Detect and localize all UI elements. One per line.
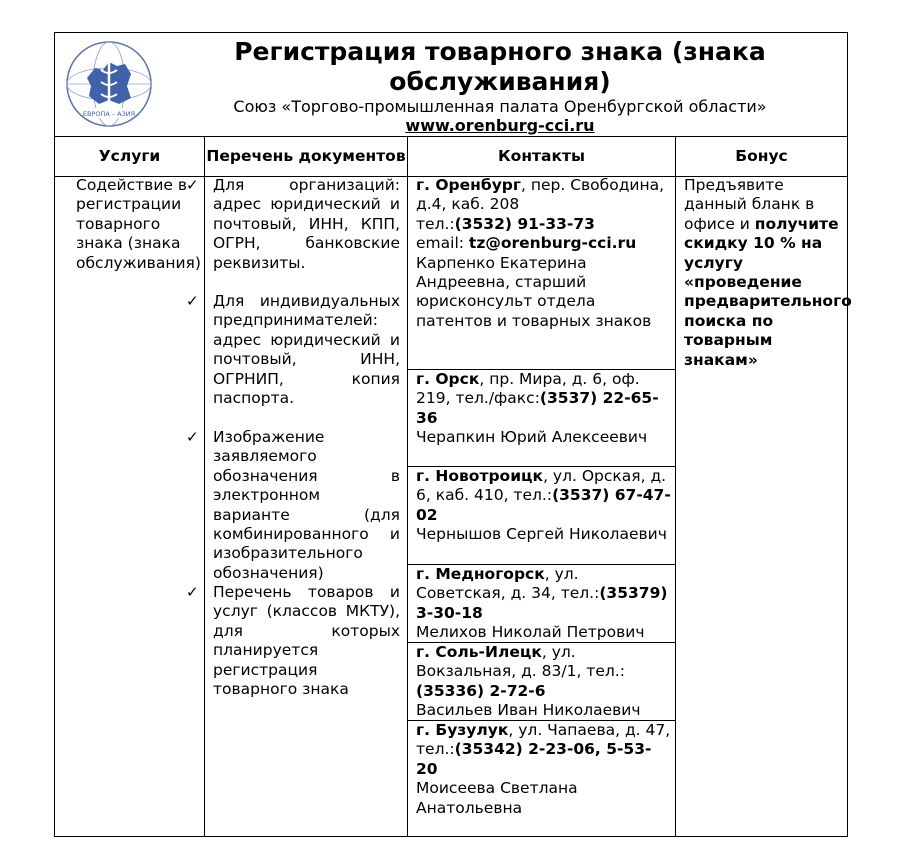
contact-city: г. Оренбург	[416, 176, 521, 194]
contact-phone[interactable]: (3532) 91-33-73	[454, 214, 595, 233]
contact-person: Черапкин Юрий Алексеевич	[416, 428, 648, 447]
column-divider	[675, 136, 676, 837]
contact-person: Чернышов Сергей Николаевич	[416, 525, 667, 544]
service-description: Содействие в регистрации товарного знака (знака обслуживания)	[76, 176, 201, 272]
contact-address: , ул. Вокзальная, д. 83/1, тел.:	[416, 643, 625, 681]
bonus-offer	[684, 176, 852, 370]
logo-lettering: ЕВРОПА – АЗИЯ	[82, 110, 136, 118]
contact-person: Карпенко Екатерина Андреевна, старший юрисконсульт отдела патентов и товарных знаков	[416, 253, 652, 330]
contact-city: г. Новотроицк	[416, 467, 544, 485]
contact-phone[interactable]: (35379) 3-30-18	[416, 584, 668, 622]
registration-form	[54, 32, 852, 837]
page-title: Регистрация товарного знака (знака обслуживания)	[234, 37, 766, 96]
check-icon: ✓	[186, 176, 199, 194]
contact-email[interactable]: tz@orenburg-cci.ru	[468, 234, 637, 253]
contact-orenburg: г. Оренбург, пер. Свободина, д.4, каб. 208 тел.:(3532) 91-33-73 email: tz@orenburg-cci.ru Карпенко Екатерина Андреевна, старший юрисконсульт отдела патентов и товарных знаков	[416, 176, 665, 330]
contact-city: г. Медногорск	[416, 565, 545, 583]
contact-phone[interactable]: (3537) 67-47-02	[416, 486, 671, 524]
contact-person: Мелихов Николай Петрович	[416, 623, 645, 642]
bonus-intro: Предъявите данный бланк в офисе и	[684, 176, 815, 233]
contact-address: , пр. Мира, д. 6, оф. 219, тел./факс:	[416, 370, 640, 408]
contact-novotroitsk	[416, 467, 671, 545]
contact-orsk	[416, 370, 671, 448]
check-icon: ✓	[186, 428, 199, 446]
contact-city: г. Соль-Илецк	[416, 643, 542, 661]
check-icon: ✓	[186, 583, 199, 601]
contact-person: Моисеева Светлана Анатольевна	[416, 779, 578, 817]
contact-city: г. Орск	[416, 370, 480, 388]
doc-trademark-image: Изображение заявляемого обозначения в электронном варианте (для комбинированного и изобразительного обозначения)	[213, 428, 400, 582]
check-icon: ✓	[186, 292, 199, 310]
contact-address: , ул. Советская, д. 34, тел.:	[416, 565, 600, 603]
column-divider	[204, 136, 205, 837]
contact-buzuluk	[416, 721, 671, 818]
column-divider	[407, 136, 408, 837]
contact-sol-iletsk	[416, 643, 671, 721]
column-header-contacts: Контакты	[498, 146, 585, 165]
contact-mednogorsk	[416, 565, 671, 643]
column-header-services: Услуги	[98, 146, 161, 165]
contact-phone[interactable]: (3537) 22-65-36	[416, 389, 659, 427]
column-header-bonus: Бонус	[735, 146, 788, 165]
contact-phone[interactable]: (35342) 2-23-06, 5-53-20	[416, 740, 652, 778]
contact-city: г. Бузулук	[416, 721, 509, 739]
document-header	[55, 33, 847, 137]
contact-address: , пер. Свободина, д.4, каб. 208	[416, 176, 665, 214]
chamber-logo	[65, 40, 153, 128]
contact-address: , ул. Чапаева, д. 47, тел.:	[416, 721, 671, 759]
contact-address: , ул. Орская, д. 6, каб. 410, тел.:	[416, 467, 667, 505]
contact-person: Васильев Иван Николаевич	[416, 701, 641, 720]
bonus-discount: получите скидку 10 % на услугу «проведение предварительного поиска по товарным знакам»	[684, 214, 852, 369]
organization-name: Союз «Торгово-промышленная палата Оренбургской области»	[233, 97, 767, 116]
doc-entrepreneurs: Для индивидуальных предпринимателей: адрес юридический и почтовый, ИНН, ОГРНИП, копия паспорта.	[213, 292, 400, 408]
doc-organizations: Для организаций: адрес юридический и почтовый, ИНН, КПП, ОГРН, банковские реквизиты.	[213, 176, 400, 272]
website-link[interactable]: www.orenburg-cci.ru	[405, 116, 595, 135]
doc-goods-services: Перечень товаров и услуг (классов МКТУ), для которых планируется регистрация товарного знака	[213, 583, 400, 699]
column-header-documents: Перечень документов	[206, 146, 406, 165]
contact-phone[interactable]: (35336) 2-72-6	[416, 681, 546, 700]
